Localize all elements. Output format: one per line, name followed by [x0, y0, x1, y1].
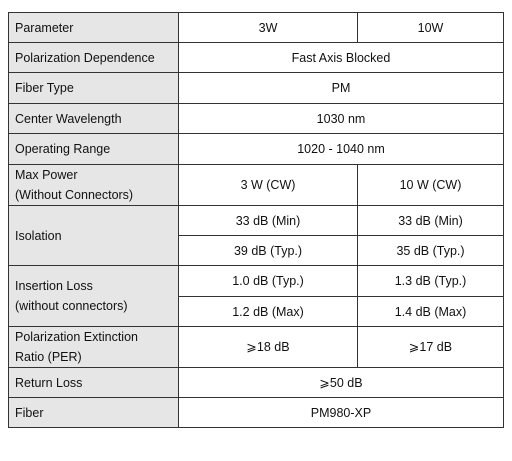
row-label-polarization-dependence: Polarization Dependence — [9, 43, 179, 73]
table-row-operating-range — [9, 134, 504, 165]
isolation-typ-10w: 35 dB (Typ.) — [358, 236, 504, 266]
insertion-loss-label-line2: (without connectors) — [15, 299, 128, 313]
table-row-isolation-min — [9, 206, 504, 236]
insertion-loss-typ-10w: 1.3 dB (Typ.) — [358, 266, 504, 297]
table-row-per — [9, 327, 504, 368]
row-label-per — [9, 327, 179, 368]
row-value-fiber-type: PM — [179, 73, 504, 104]
max-power-3w: 3 W (CW) — [179, 165, 358, 206]
table-row-fiber — [9, 398, 504, 428]
row-label-insertion-loss — [9, 266, 179, 327]
isolation-typ-3w: 39 dB (Typ.) — [179, 236, 358, 266]
table-row-insertion-loss-typ — [9, 266, 504, 297]
header-parameter: Parameter — [9, 13, 179, 43]
table-row-max-power — [9, 165, 504, 206]
per-label-line2: Ratio (PER) — [15, 350, 82, 364]
insertion-loss-max-10w: 1.4 dB (Max) — [358, 297, 504, 327]
table-row-fiber-type — [9, 73, 504, 104]
max-power-10w: 10 W (CW) — [358, 165, 504, 206]
row-label-fiber: Fiber — [9, 398, 179, 428]
table-row-return-loss — [9, 368, 504, 398]
insertion-loss-label-line1: Insertion Loss — [15, 279, 93, 293]
isolation-min-10w: 33 dB (Min) — [358, 206, 504, 236]
row-value-return-loss: ⩾50 dB — [179, 368, 504, 398]
per-label-line1: Polarization Extinction — [15, 330, 138, 344]
row-label-isolation: Isolation — [9, 206, 179, 266]
row-value-center-wavelength: 1030 nm — [179, 104, 504, 134]
per-10w: ⩾17 dB — [358, 327, 504, 368]
row-label-center-wavelength: Center Wavelength — [9, 104, 179, 134]
row-label-max-power — [9, 165, 179, 206]
header-10w: 10W — [358, 13, 504, 43]
table-header-row — [9, 13, 504, 43]
insertion-loss-max-3w: 1.2 dB (Max) — [179, 297, 358, 327]
row-label-fiber-type: Fiber Type — [9, 73, 179, 104]
row-value-operating-range: 1020 - 1040 nm — [179, 134, 504, 165]
row-label-operating-range: Operating Range — [9, 134, 179, 165]
max-power-label-line1: Max Power — [15, 168, 78, 182]
table-row-polarization-dependence — [9, 43, 504, 73]
row-value-fiber: PM980-XP — [179, 398, 504, 428]
row-value-polarization-dependence: Fast Axis Blocked — [179, 43, 504, 73]
isolation-min-3w: 33 dB (Min) — [179, 206, 358, 236]
header-3w: 3W — [179, 13, 358, 43]
row-label-return-loss: Return Loss — [9, 368, 179, 398]
max-power-label-line2: (Without Connectors) — [15, 188, 134, 202]
table-row-center-wavelength — [9, 104, 504, 134]
insertion-loss-typ-3w: 1.0 dB (Typ.) — [179, 266, 358, 297]
specifications-table — [8, 12, 504, 428]
per-3w: ⩾18 dB — [179, 327, 358, 368]
